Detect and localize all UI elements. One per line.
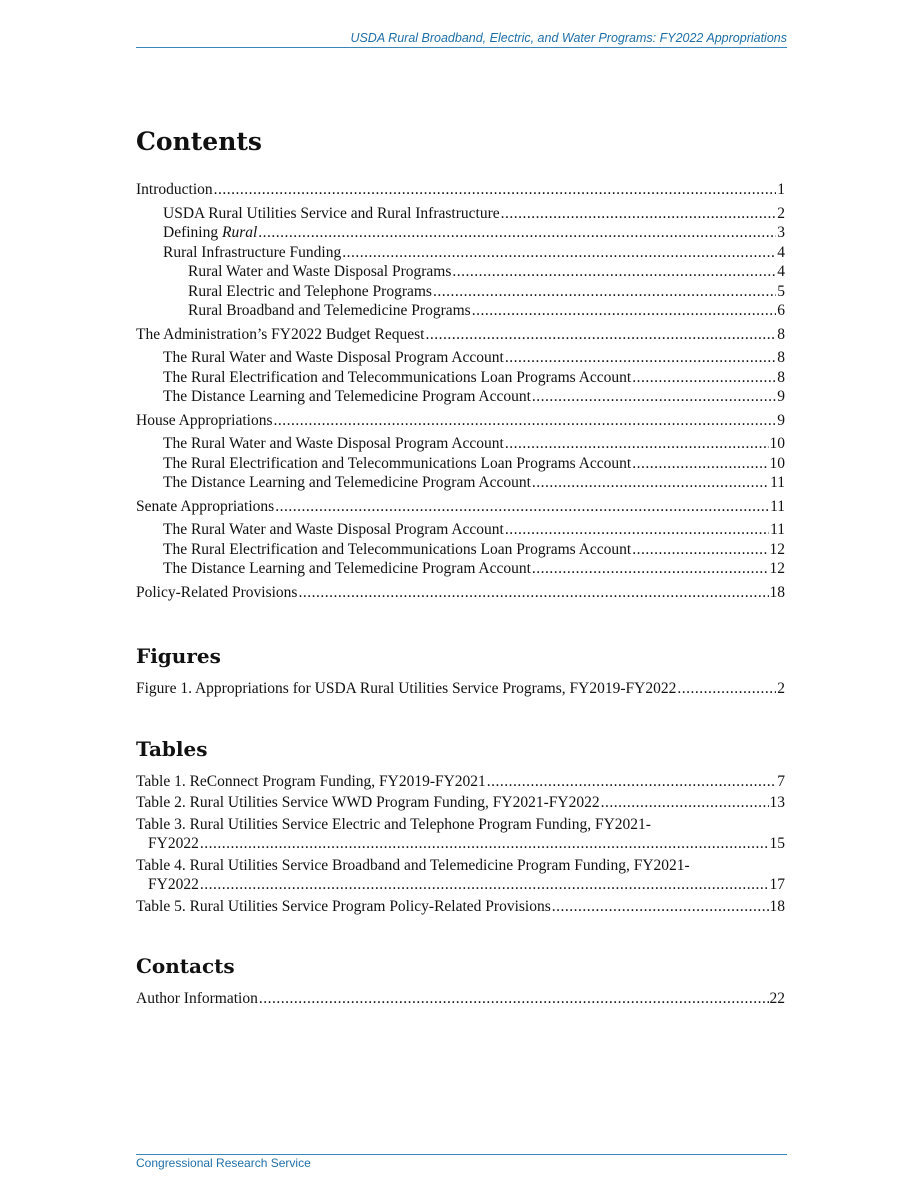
dot-leader — [505, 348, 776, 368]
toc-entry-label: The Distance Learning and Telemedicine Program Account — [163, 560, 531, 577]
toc-entry-label — [163, 223, 257, 243]
dot-leader — [632, 368, 776, 388]
toc-entry-page: 4 — [777, 263, 785, 280]
toc-entry-label: The Rural Water and Waste Disposal Program Account — [163, 435, 504, 452]
table-entry-label: Table 1. ReConnect Program Funding, FY2019-FY2021 — [136, 772, 486, 790]
dot-leader — [601, 793, 769, 813]
toc-entry-label: The Distance Learning and Telemedicine Program Account — [163, 474, 531, 491]
table-entry-page: 13 — [769, 794, 785, 811]
table-of-contents-page — [136, 126, 785, 1009]
dot-leader — [275, 497, 769, 517]
table-entry-label-line2: FY2022 — [148, 835, 199, 852]
toc-entry[interactable] — [136, 243, 785, 263]
toc-entry[interactable] — [136, 325, 785, 345]
toc-entry-page: 11 — [770, 497, 785, 515]
toc-entry-page: 9 — [777, 388, 785, 405]
toc-entry[interactable] — [136, 282, 785, 302]
figures-section — [136, 643, 785, 699]
toc-entry-label: The Administration’s FY2022 Budget Request — [136, 325, 425, 343]
table-entry-page: 15 — [769, 835, 785, 852]
toc-entry[interactable] — [136, 434, 785, 454]
toc-entry-page: 9 — [777, 411, 785, 429]
toc-entry-label: The Rural Water and Waste Disposal Program Account — [163, 349, 504, 366]
dot-leader — [632, 540, 768, 560]
tables-heading: Tables — [136, 736, 208, 761]
toc-entry-page: 12 — [769, 560, 785, 577]
toc-entry[interactable] — [136, 262, 785, 282]
contact-entry-page: 22 — [769, 990, 785, 1007]
dot-leader — [501, 204, 777, 224]
figures-heading: Figures — [136, 644, 221, 668]
toc-entry-label: The Rural Electrification and Telecommunications Loan Programs Account — [163, 454, 632, 472]
dot-leader — [677, 679, 776, 699]
toc-entry-label: Rural Infrastructure Funding — [163, 243, 342, 261]
toc-entry[interactable] — [136, 368, 785, 388]
table-entry-continuation — [136, 875, 785, 895]
table-entry[interactable] — [136, 793, 785, 813]
table-entry[interactable] — [136, 772, 785, 792]
toc-entry-label: House Appropriations — [136, 411, 273, 429]
table-entry[interactable] — [136, 856, 785, 895]
toc-entry-page: 6 — [777, 302, 785, 319]
dot-leader — [452, 262, 776, 282]
contacts-heading: Contacts — [136, 954, 235, 978]
toc-entry-page: 10 — [769, 435, 785, 452]
dot-leader — [214, 180, 777, 200]
toc-entry[interactable] — [136, 180, 785, 200]
contact-entry-label: Author Information — [136, 990, 258, 1007]
toc-entry[interactable] — [136, 473, 785, 493]
toc-entry-label-prefix: Defining — [163, 224, 222, 241]
running-header — [136, 30, 787, 48]
table-entry-label-line2: FY2022 — [148, 876, 199, 893]
toc-entry[interactable] — [136, 583, 785, 603]
toc-entry-page: 18 — [769, 583, 785, 601]
toc-entry-page: 8 — [777, 368, 785, 386]
dot-leader — [505, 520, 769, 540]
figure-entry-page: 2 — [777, 680, 785, 697]
toc-entry-label: Policy-Related Provisions — [136, 583, 298, 601]
toc-entry-page: 8 — [777, 325, 785, 343]
table-entry-label-line1: Table 3. Rural Utilities Service Electric and Telephone Program Funding, FY2021- — [136, 815, 651, 833]
toc-entry-label-italic: Rural — [221, 224, 258, 241]
toc-entry[interactable] — [136, 454, 785, 474]
toc-entry[interactable] — [136, 223, 785, 243]
report-title: USDA Rural Broadband, Electric, and Water Programs: FY2022 Appropriations — [350, 31, 787, 45]
toc-entry[interactable] — [136, 559, 785, 579]
toc-entry[interactable] — [136, 497, 785, 517]
toc-entry-page: 1 — [777, 181, 785, 198]
toc-entry-page: 11 — [770, 474, 785, 491]
dot-leader — [342, 243, 776, 263]
table-entry-continuation — [136, 834, 785, 854]
toc-entry[interactable] — [136, 204, 785, 224]
table-entry[interactable] — [136, 897, 785, 917]
dot-leader — [258, 223, 776, 243]
dot-leader — [552, 897, 769, 917]
table-entry-label: Table 2. Rural Utilities Service WWD Program Funding, FY2021-FY2022 — [136, 794, 600, 811]
dot-leader — [532, 559, 769, 579]
dot-leader — [472, 301, 777, 321]
toc-entry-label: The Rural Electrification and Telecommunications Loan Programs Account — [163, 368, 632, 386]
toc-entry-label: Rural Broadband and Telemedicine Programs — [188, 302, 471, 319]
toc-entry-label: The Distance Learning and Telemedicine Program Account — [163, 388, 531, 405]
toc-entry-page: 8 — [777, 349, 785, 366]
contacts-section — [136, 953, 785, 1009]
dot-leader — [298, 583, 768, 603]
dot-leader — [433, 282, 776, 302]
tables-section — [136, 736, 785, 917]
toc-entry[interactable] — [136, 387, 785, 407]
running-footer — [136, 1154, 787, 1171]
footer-source: Congressional Research Service — [136, 1156, 311, 1170]
table-entry-page: 7 — [777, 772, 785, 790]
table-entry[interactable] — [136, 815, 785, 854]
toc-entry-page: 10 — [769, 454, 785, 472]
table-entry-label-line1: Table 4. Rural Utilities Service Broadband and Telemedicine Program Funding, FY2021- — [136, 856, 690, 874]
contents-heading: Contents — [136, 127, 263, 156]
toc-entry-page: 11 — [770, 521, 785, 538]
dot-leader — [200, 875, 769, 895]
figure-entry-label: Figure 1. Appropriations for USDA Rural Utilities Service Programs, FY2019-FY2022 — [136, 680, 677, 697]
toc-entry[interactable] — [136, 348, 785, 368]
toc-entry-label: Rural Electric and Telephone Programs — [188, 282, 432, 300]
toc-entry-label: USDA Rural Utilities Service and Rural Infrastructure — [163, 204, 500, 222]
toc-entry[interactable] — [136, 520, 785, 540]
dot-leader — [632, 454, 768, 474]
dot-leader — [487, 772, 776, 792]
table-entry-page: 17 — [769, 876, 785, 893]
figure-entry[interactable] — [136, 679, 785, 699]
contents-list — [136, 180, 785, 602]
toc-entry-page: 4 — [777, 243, 785, 261]
toc-entry-label: Rural Water and Waste Disposal Programs — [188, 263, 452, 280]
toc-entry-label: Introduction — [136, 181, 213, 198]
dot-leader — [532, 473, 769, 493]
table-entry-page: 18 — [769, 897, 785, 915]
dot-leader — [273, 411, 776, 431]
dot-leader — [532, 387, 776, 407]
table-entry-label: Table 5. Rural Utilities Service Program Policy-Related Provisions — [136, 897, 551, 915]
toc-entry-page: 12 — [769, 540, 785, 558]
toc-entry[interactable] — [136, 301, 785, 321]
dot-leader — [425, 325, 776, 345]
toc-entry-label: The Rural Electrification and Telecommunications Loan Programs Account — [163, 540, 632, 558]
toc-entry[interactable] — [136, 411, 785, 431]
toc-entry[interactable] — [136, 540, 785, 560]
toc-entry-page: 5 — [777, 282, 785, 300]
toc-entry-label: Senate Appropriations — [136, 497, 275, 515]
toc-entry-page: 2 — [777, 204, 785, 222]
dot-leader — [200, 834, 769, 854]
dot-leader — [259, 989, 769, 1009]
dot-leader — [505, 434, 769, 454]
toc-entry-page: 3 — [777, 224, 785, 241]
contact-entry[interactable] — [136, 989, 785, 1009]
toc-entry-label: The Rural Water and Waste Disposal Program Account — [163, 521, 504, 538]
